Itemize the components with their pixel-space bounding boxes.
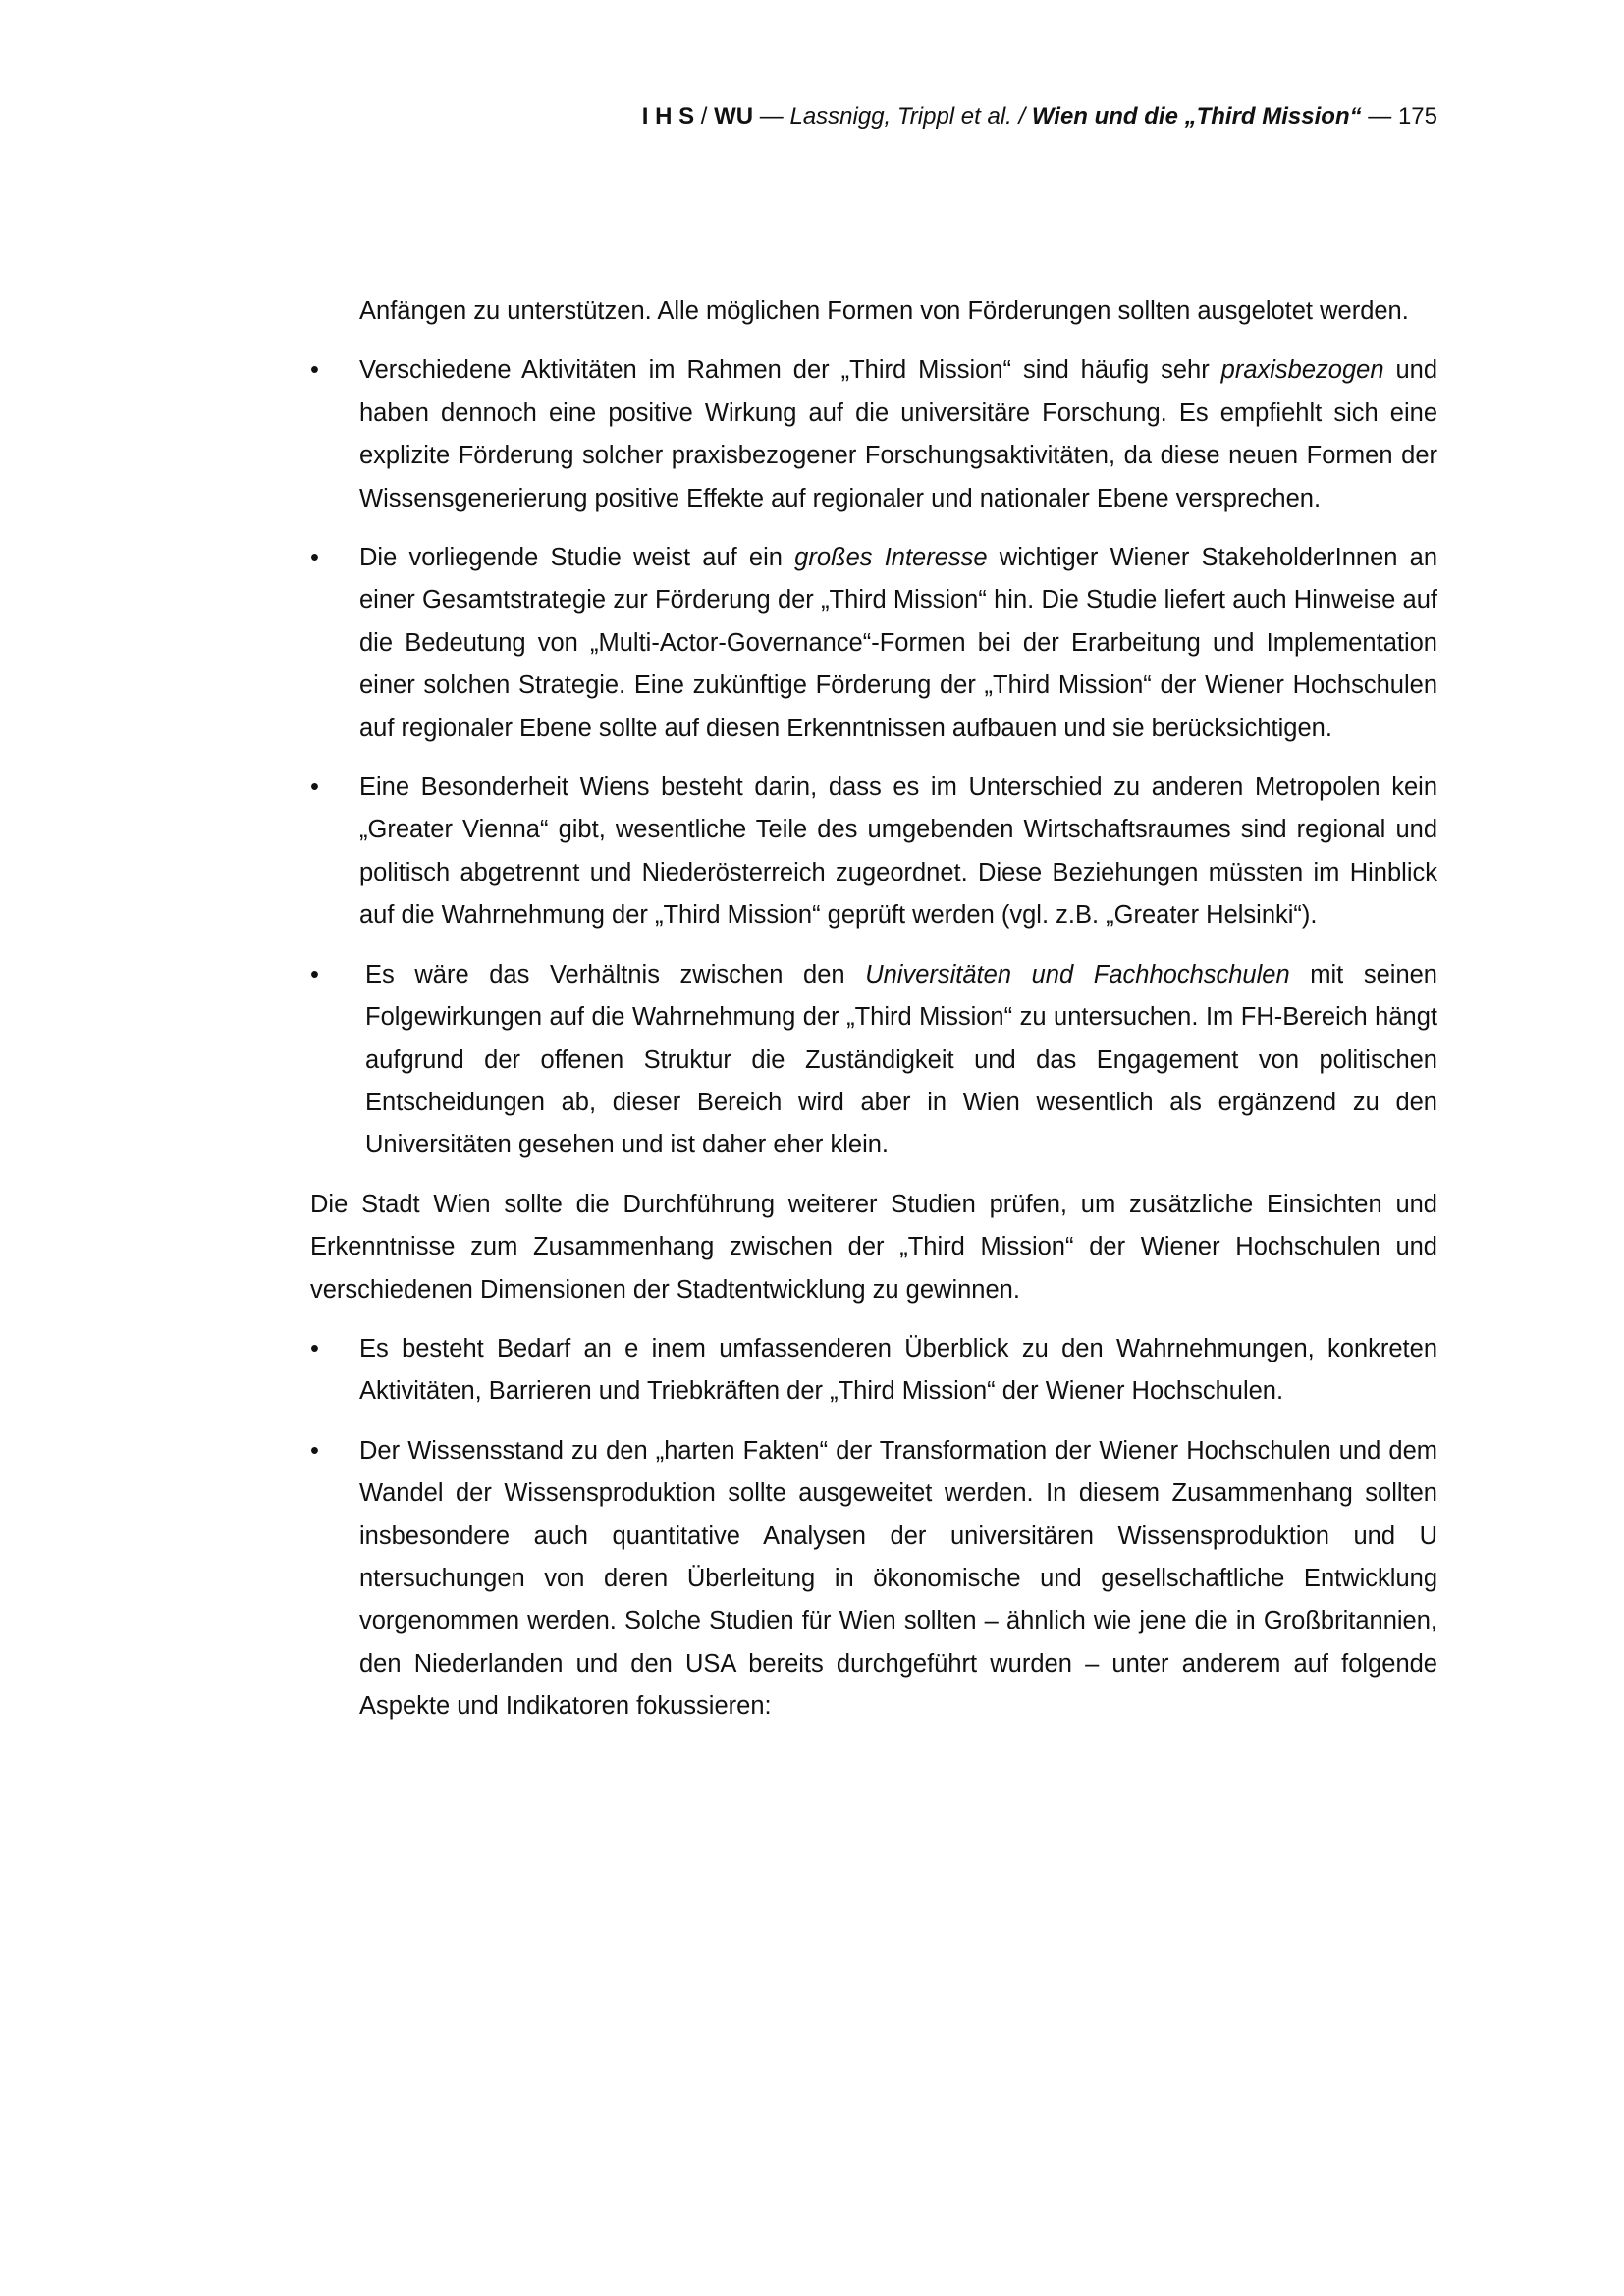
header-dash: —	[753, 103, 790, 130]
bullet-icon: •	[310, 544, 319, 572]
bullet-icon: •	[310, 774, 319, 802]
header-org: I H S	[641, 103, 695, 130]
list-item-text: Verschiedene Aktivitäten im Rahmen der „Third Mission“ sind häufig sehr praxisbezogen und haben dennoch eine positive Wirkung auf die universitäre Forschung. Es empfiehlt sich eine explizite Förderung solcher praxisbezogener Forschungsaktivitäten, da diese neuen Formen der Wissensgenerierung positive Effekte auf regionaler und nationaler Ebene versprechen.	[359, 356, 1437, 512]
bullet-icon: •	[310, 1334, 319, 1362]
header-title: Wien und die „Third Mission“	[1031, 103, 1362, 130]
page-number: 175	[1397, 103, 1437, 130]
running-header	[642, 101, 1437, 133]
header-dash: —	[1361, 103, 1398, 130]
page-body	[310, 291, 1437, 1745]
emphasis: Universitäten und Fachhochschulen	[865, 960, 1290, 988]
list-item	[310, 1328, 1437, 1414]
emphasis: großes Interesse	[794, 544, 988, 572]
emphasis: praxisbezogen	[1220, 356, 1384, 385]
list-item	[310, 954, 1437, 1167]
list-item	[310, 767, 1437, 937]
list-item	[310, 1430, 1437, 1729]
header-separator: /	[694, 103, 715, 130]
list-item-text: Eine Besonderheit Wiens besteht darin, dass es im Unterschied zu anderen Metropolen kein „Greater Vienna“ gibt, wesentliche Teile des umgebenden Wirtschaftsraumes sind regional und politisch abgetrennt und Niederösterreich zugeordnet. Diese Beziehungen müssten im Hinblick auf die Wahrnehmung der „Third Mission“ geprüft werden (vgl. z.B. „Greater Helsinki“).	[359, 774, 1437, 930]
header-authors: Lassnigg, Trippl et al. /	[789, 103, 1032, 130]
list-item-text: Der Wissensstand zu den „harten Fakten“ der Transformation der Wiener Hochschulen und dem Wandel der Wissensproduktion sollte ausgeweitet werden. In diesem Zusammenhang sollten insbesondere auch quantitative Analysen der universitären Wissensproduktion und U ntersuchungen von deren Überleitung in ökonomische und gesellschaftliche Entwicklung vorgenommen werden. Solche Studien für Wien sollten – ähnlich wie jene die in Großbritannien, den Niederlanden und den USA bereits durchgeführt wurden – unter anderem auf folgende Aspekte und Indikatoren fokussieren:	[359, 1436, 1437, 1721]
bullet-icon: •	[310, 1436, 319, 1465]
list-item-text: Es wäre das Verhältnis zwischen den Universitäten und Fachhochschulen mit seinen Folgewirkungen auf die Wahrnehmung der „Third Mission“ zu untersuchen. Im FH-Bereich hängt aufgrund der offenen Struktur die Zuständigkeit und das Engagement von politischen Entscheidungen ab, dieser Bereich wird aber in Wien wesentlich als ergänzend zu den Universitäten gesehen und ist daher eher klein.	[365, 960, 1437, 1159]
list-item	[310, 349, 1437, 520]
body-paragraph: Die Stadt Wien sollte die Durchführung weiterer Studien prüfen, um zusätzliche Einsichten und Erkenntnisse zum Zusammenhang zwischen der „Third Mission“ der Wiener Hochschulen und verschiedenen Dimensionen der Stadtentwicklung zu gewinnen.	[310, 1190, 1437, 1304]
bullet-icon: •	[310, 960, 319, 988]
bullet-icon: •	[310, 356, 319, 385]
list-item-text: Es besteht Bedarf an e inem umfassenderen Überblick zu den Wahrnehmungen, konkreten Aktivitäten, Barrieren und Triebkräften der „Third Mission“ der Wiener Hochschulen.	[359, 1334, 1437, 1406]
header-org2: WU	[714, 103, 754, 130]
continuation-paragraph: Anfängen zu unterstützen. Alle möglichen Formen von Förderungen sollten ausgelotet werden.	[359, 297, 1409, 325]
list-item-text: Die vorliegende Studie weist auf ein großes Interesse wichtiger Wiener StakeholderInnen an einer Gesamtstrategie zur Förderung der „Third Mission“ hin. Die Studie liefert auch Hinweise auf die Bedeutung von „Multi-Actor-Governance“-Formen bei der Erarbeitung und Implementation einer solchen Strategie. Eine zukünftige Förderung der „Third Mission“ der Wiener Hochschulen auf regionaler Ebene sollte auf diesen Erkenntnissen aufbauen und sie berücksichtigen.	[359, 544, 1438, 742]
list-item	[310, 537, 1437, 750]
